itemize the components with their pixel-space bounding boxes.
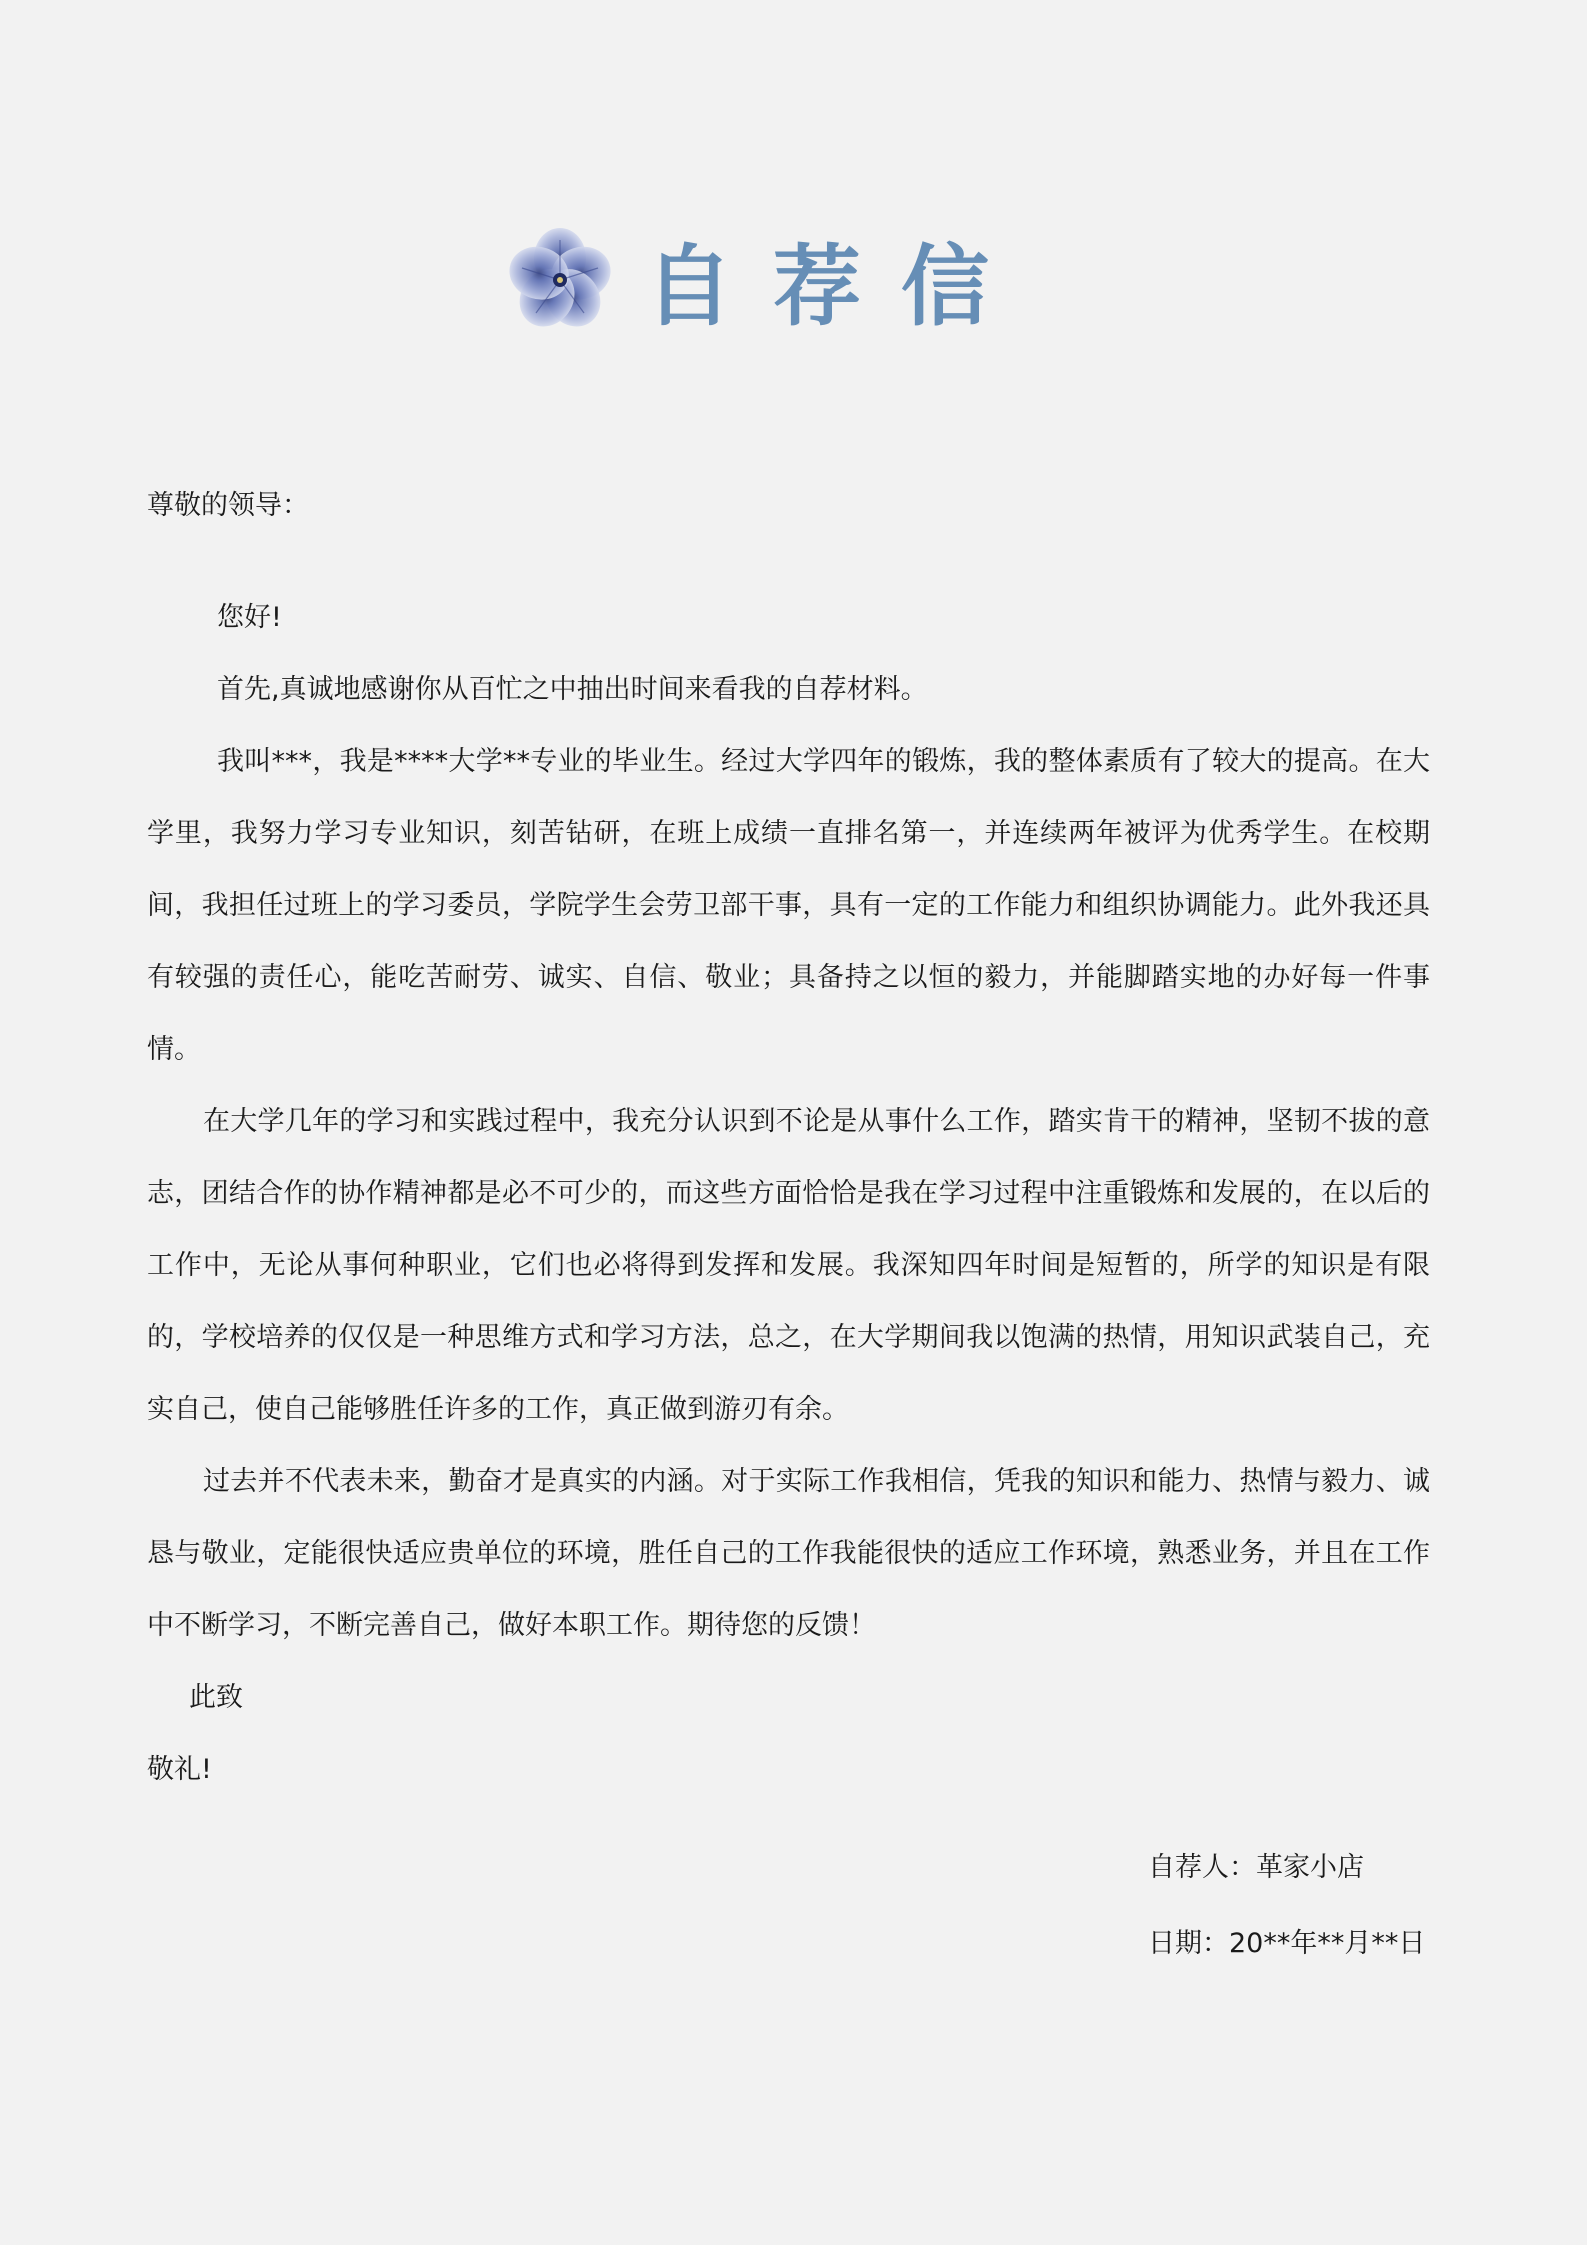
letter-title: 自荐信 (645, 234, 1030, 338)
date: 日期：20**年**月**日 (1148, 1928, 1426, 1959)
paragraph-outlook: 过去并不代表未来，勤奋才是真实的内涵。对于实际工作我相信，凭我的知识和能力、热情与毅力、诚恳与敬业，定能很快适应贵单位的环境，胜任自己的工作我能很快的适应工作环境，熟悉业务，并且在工作中不断学习，不断完善自己，做好本职工作。期待您的反馈！ (147, 1466, 1430, 1641)
greeting: 您好! (217, 602, 282, 633)
title-area (505, 205, 1029, 355)
paragraph-intro: 首先,真诚地感谢你从百忙之中抽出时间来看我的自荐材料。 (217, 674, 928, 705)
paragraph-experience: 在大学几年的学习和实践过程中，我充分认识到不论是从事什么工作，踏实肯干的精神，坚韧不拔的意志，团结合作的协作精神都是必不可少的，而这些方面恰恰是我在学习过程中注重锻炼和发展的，在以后的工作中，无论从事何种职业，它们也必将得到发挥和发展。我深知四年时间是短暂的，所学的知识是有限的，学校培养的仅仅是一种思维方式和学习方法，总之，在大学期间我以饱满的热情，用知识武装自己，充实自己，使自己能够胜任许多的工作，真正做到游刃有余。 (147, 1106, 1430, 1425)
signer: 自荐人：革家小店 (1148, 1852, 1364, 1883)
paragraph-background: 我叫***，我是****大学**专业的毕业生。经过大学四年的锻炼，我的整体素质有了较大的提高。在大学里，我努力学习专业知识，刻苦钻研，在班上成绩一直排名第一，并连续两年被评为优秀学生。在校期间，我担任过班上的学习委员，学院学生会劳卫部干事，具有一定的工作能力和组织协调能力。此外我还具有较强的责任心，能吃苦耐劳、诚实、自信、敬业；具备持之以恒的毅力，并能脚踏实地的办好每一件事情。 (147, 746, 1430, 1065)
closing-salute: 敬礼! (147, 1754, 212, 1785)
letter-body (147, 582, 1430, 1806)
signature-block (1148, 1830, 1425, 1982)
salutation: 尊敬的领导： (147, 490, 309, 521)
closing-phrase: 此致 (189, 1682, 243, 1713)
flower-icon (505, 225, 615, 335)
